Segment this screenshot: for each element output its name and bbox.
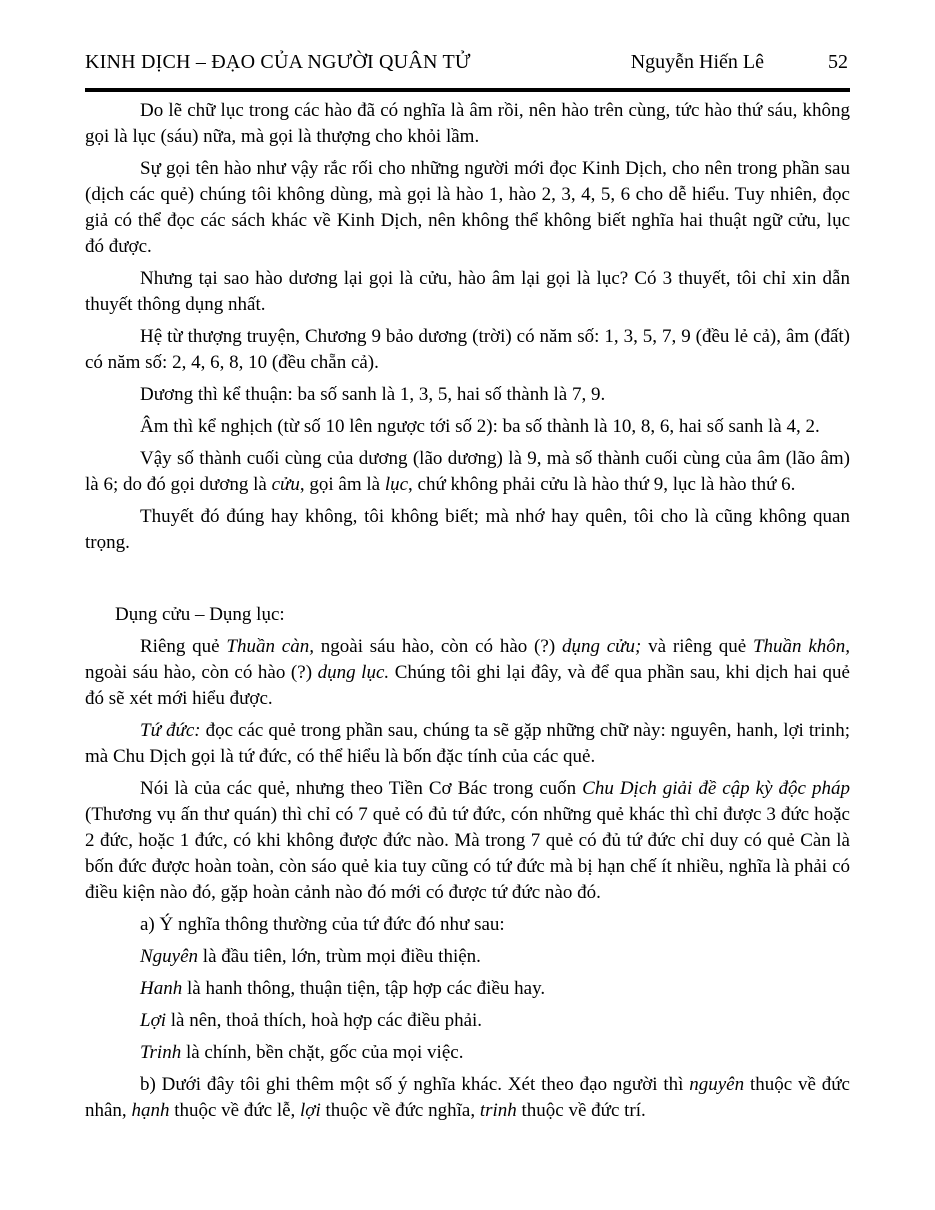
text-run: b) Dưới đây tôi ghi thêm một số ý nghĩa khác. Xét theo đạo người thì — [140, 1074, 690, 1095]
text-run: thuộc về đức trí. — [516, 1100, 646, 1121]
text-run: , gọi âm là — [299, 474, 385, 495]
italic-text-run: Nguyên — [140, 946, 199, 967]
italic-text-run: dụng lục. — [317, 662, 390, 683]
header-rule — [85, 88, 850, 92]
text-run: ngoài sáu hào, còn có hào (?) — [85, 662, 318, 683]
text-run: Sự gọi tên hào như vậy rắc rối cho những người mới đọc Kinh Dịch, cho nên trong phần sau (dịch các quẻ) chúng tôi không dùng, mà gọi là hào 1, hào 2, 3, 4, 5, 6 cho dễ hiểu. Tuy nhiên, đọc giả có thể đọc các sách khác về Kinh Dịch, nên không thể không biết nghĩa hai thuật ngữ cửu, lục đó được. — [85, 158, 850, 257]
paragraph — [85, 1008, 850, 1034]
paragraph — [85, 414, 850, 440]
paragraph — [85, 446, 850, 498]
paragraph — [85, 912, 850, 938]
italic-text-run: cửu — [271, 474, 300, 495]
text-run: là nên, thoả thích, hoà hợp các điều phải. — [166, 1010, 483, 1031]
italic-text-run: hạnh — [131, 1100, 170, 1121]
paragraph — [85, 1072, 850, 1124]
text-run: a) Ý nghĩa thông thường của tứ đức đó như sau: — [140, 914, 505, 935]
text-run: , chứ không phải cửu là hào thứ 9, lục là hào thứ 6. — [408, 474, 796, 495]
paragraph — [85, 1040, 850, 1066]
paragraph — [85, 976, 850, 1002]
paragraph — [85, 98, 850, 150]
running-title: KINH DỊCH – ĐẠO CỦA NGƯỜI QUÂN TỬ — [85, 51, 471, 73]
italic-text-run: nguyên — [689, 1074, 745, 1095]
paragraph — [85, 266, 850, 318]
text-run: Nói là của các quẻ, nhưng theo Tiền Cơ Bác trong cuốn — [140, 778, 583, 799]
text-run: thuộc về đức nghĩa, — [320, 1100, 480, 1121]
text-run: (Thương vụ ấn thư quán) thì chỉ có 7 quẻ có đủ tứ đức, cón những quẻ khác thì chỉ được 3 đức hoặc 2 đức, hoặc 1 đức, có khi không được đức nào. Mà trong 7 quẻ có đủ tứ đức chỉ duy có quẻ Càn là bốn đức được hoàn toàn, còn sáo quẻ kia tuy cũng có tứ đức mà bị hạn chế ít nhiều, nghĩa là phải có điều kiện nào đó, gặp hoàn cảnh nào đó mới có được tứ đức nào đó. — [85, 804, 850, 903]
text-run: Dương thì kể thuận: ba số sanh là 1, 3, 5, hai số thành là 7, 9. — [140, 384, 606, 405]
text-run: Âm thì kể nghịch (từ số 10 lên ngược tới số 2): ba số thành là 10, 8, 6, hai số sanh là 4, 2. — [140, 416, 820, 437]
paragraph — [85, 504, 850, 556]
page-body — [85, 98, 850, 1124]
paragraph — [85, 776, 850, 906]
text-run: và riêng quẻ — [641, 636, 753, 657]
italic-text-run: dụng cửu; — [561, 636, 642, 657]
paragraph — [85, 944, 850, 970]
text-run: Nhưng tại sao hào dương lại gọi là cửu, hào âm lại gọi là lục? Có 3 thuyết, tôi chỉ xin dẫn thuyết thông dụng nhất. — [85, 268, 850, 315]
italic-text-run: Trinh — [140, 1042, 182, 1063]
text-run: đọc các quẻ trong phần sau, chúng ta sẽ gặp những chữ này: nguyên, hanh, lợi trinh; mà Chu Dịch gọi là tứ đức, có thể hiểu là bốn đặc tính của các quẻ. — [85, 720, 850, 767]
text-run: ngoài sáu hào, còn có hào (?) — [313, 636, 562, 657]
italic-text-run: Thuần càn, — [226, 636, 314, 657]
paragraph — [85, 156, 850, 260]
text-run: Dụng cửu – Dụng lục: — [115, 604, 285, 625]
page-header — [85, 50, 850, 74]
paragraph — [85, 634, 850, 712]
text-run: là chính, bền chặt, gốc của mọi việc. — [181, 1042, 464, 1063]
text-run: thuộc về đức nhân, — [85, 1074, 850, 1121]
text-run: Riêng quẻ — [140, 636, 227, 657]
text-run: Hệ từ thượng truyện, Chương 9 bảo dương (trời) có năm số: 1, 3, 5, 7, 9 (đều lẻ cả), âm (đất) có năm số: 2, 4, 6, 8, 10 (đều chẵn cả). — [85, 326, 850, 373]
text-run: Do lẽ chữ lục trong các hào đã có nghĩa là âm rồi, nên hào trên cùng, tức hào thứ sáu, không gọi là lục (sáu) nữa, mà gọi là thượng cho khỏi lầm. — [85, 100, 850, 147]
paragraph — [85, 382, 850, 408]
text-run: là đầu tiên, lớn, trùm mọi điều thiện. — [198, 946, 481, 967]
text-run: là hanh thông, thuận tiện, tập hợp các điều hay. — [182, 978, 546, 999]
italic-text-run: Lợi — [140, 1010, 166, 1031]
text-run: Vậy số thành cuối cùng của dương (lão dương) là 9, mà số thành cuối cùng của âm (lão âm) là 6; do đó gọi dương là — [85, 448, 850, 495]
italic-text-run: lục — [384, 474, 409, 495]
italic-text-run: Thuần khôn, — [752, 636, 851, 657]
italic-text-run: lợi — [300, 1100, 321, 1121]
section-heading — [85, 602, 850, 628]
text-run: thuộc về đức lễ, — [169, 1100, 301, 1121]
author-name: Nguyễn Hiến Lê — [630, 51, 764, 73]
italic-text-run: Hanh — [140, 978, 183, 999]
page-number: 52 — [828, 51, 848, 73]
paragraph — [85, 718, 850, 770]
text-run: Thuyết đó đúng hay không, tôi không biết; mà nhớ hay quên, tôi cho là cũng không quan trọng. — [85, 506, 850, 553]
italic-text-run: trinh — [479, 1100, 517, 1121]
italic-text-run: Chu Dịch giải đề cập kỳ độc pháp — [582, 778, 850, 799]
paragraph — [85, 324, 850, 376]
text-run: Chúng tôi ghi lại đây, và để qua phần sau, khi dịch hai quẻ đó sẽ xét mới hiểu được. — [85, 662, 850, 709]
italic-text-run: Tứ đức: — [140, 720, 201, 741]
